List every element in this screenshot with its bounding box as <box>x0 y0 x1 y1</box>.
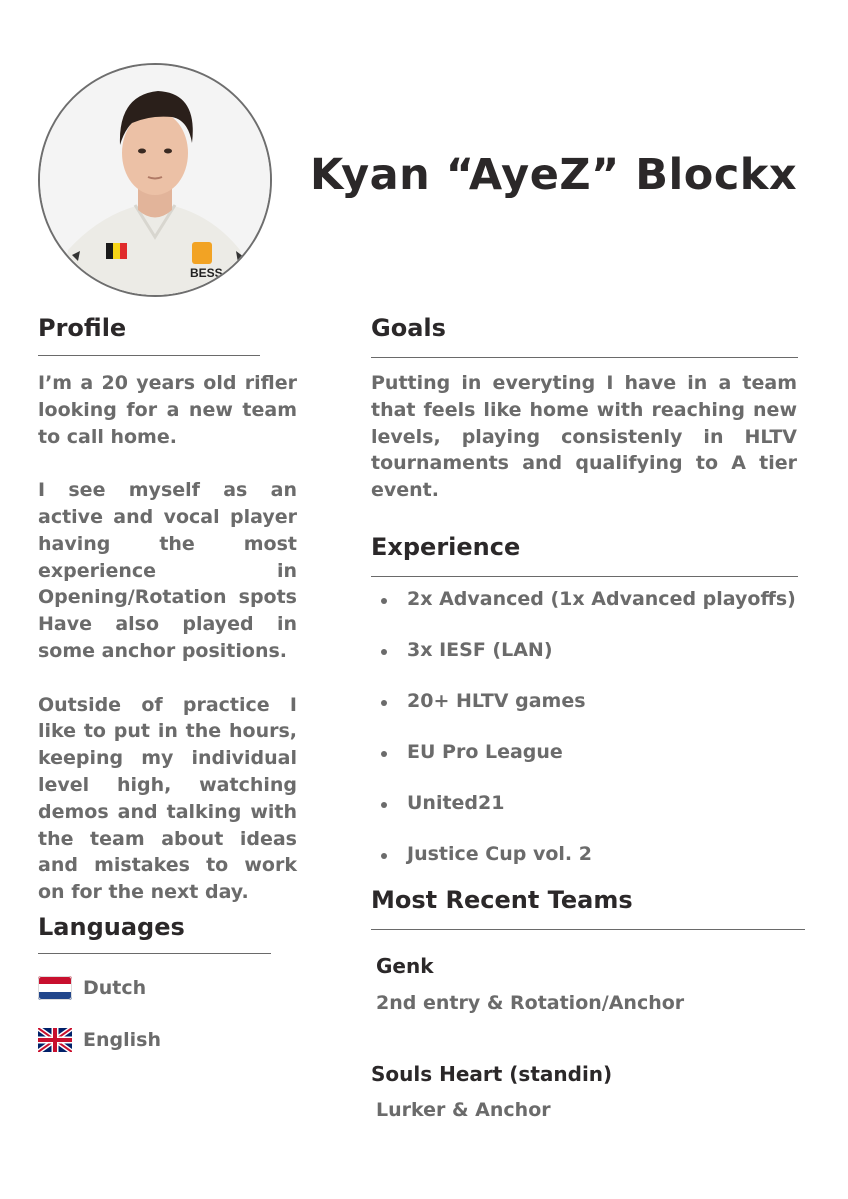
profile-text <box>38 370 297 906</box>
bullet-icon <box>381 649 387 655</box>
languages-divider <box>38 953 271 954</box>
experience-item-label: 3x IESF (LAN) <box>407 639 553 661</box>
bullet-icon <box>381 853 387 859</box>
list-item <box>381 639 796 690</box>
uk-flag-icon <box>38 1028 72 1052</box>
goals-divider <box>371 357 798 358</box>
goals-text <box>371 370 797 504</box>
experience-divider <box>371 576 798 577</box>
experience-item-label: 2x Advanced (1x Advanced playoffs) <box>407 588 796 610</box>
team-role: 2nd entry & Rotation/Anchor <box>376 992 685 1014</box>
experience-heading: Experience <box>371 533 521 561</box>
experience-list <box>381 588 796 894</box>
bullet-icon <box>381 802 387 808</box>
teams-heading: Most Recent Teams <box>371 886 633 914</box>
language-label: English <box>83 1029 161 1051</box>
list-item <box>381 792 796 843</box>
language-item-dutch <box>38 976 146 1000</box>
profile-paragraph: Outside of practice I like to put in the hours, keeping my individual level high, watching demos and talking with the team about ideas and mistakes to work on for the next day. <box>38 693 297 904</box>
profile-paragraph: I see myself as an active and vocal player having the most experience in Opening/Rotation spots Have also played in some anchor positions. <box>38 479 297 662</box>
profile-paragraph: I’m a 20 years old rifler looking for a new team to call home. <box>38 372 297 448</box>
experience-item-label: United21 <box>407 792 505 814</box>
svg-text:BESS: BESS <box>190 266 223 280</box>
goals-paragraph: Putting in everyting I have in a team that feels like home with reaching new levels, playing consistenly in HLTV tournaments and qualifying to A tier event. <box>371 372 797 502</box>
experience-item-label: 20+ HLTV games <box>407 690 586 712</box>
language-item-english <box>38 1028 161 1052</box>
team-role: Lurker & Anchor <box>376 1099 551 1121</box>
team-name: Genk <box>376 954 434 978</box>
languages-heading: Languages <box>38 913 185 941</box>
team-name: Souls Heart (standin) <box>371 1062 613 1086</box>
bullet-icon <box>381 700 387 706</box>
netherlands-flag-icon <box>38 976 72 1000</box>
goals-heading: Goals <box>371 314 446 342</box>
experience-item-label: EU Pro League <box>407 741 563 763</box>
list-item <box>381 690 796 741</box>
bullet-icon <box>381 751 387 757</box>
experience-item-label: Justice Cup vol. 2 <box>407 843 592 865</box>
bullet-icon <box>381 598 387 604</box>
teams-divider <box>371 929 805 930</box>
profile-photo <box>38 63 272 297</box>
profile-heading: Profile <box>38 314 127 342</box>
list-item <box>381 588 796 639</box>
list-item <box>381 741 796 792</box>
player-portrait-icon <box>40 65 270 295</box>
player-name: Kyan “AyeZ” Blockx <box>310 150 798 200</box>
profile-divider <box>38 355 260 356</box>
language-label: Dutch <box>83 977 147 999</box>
